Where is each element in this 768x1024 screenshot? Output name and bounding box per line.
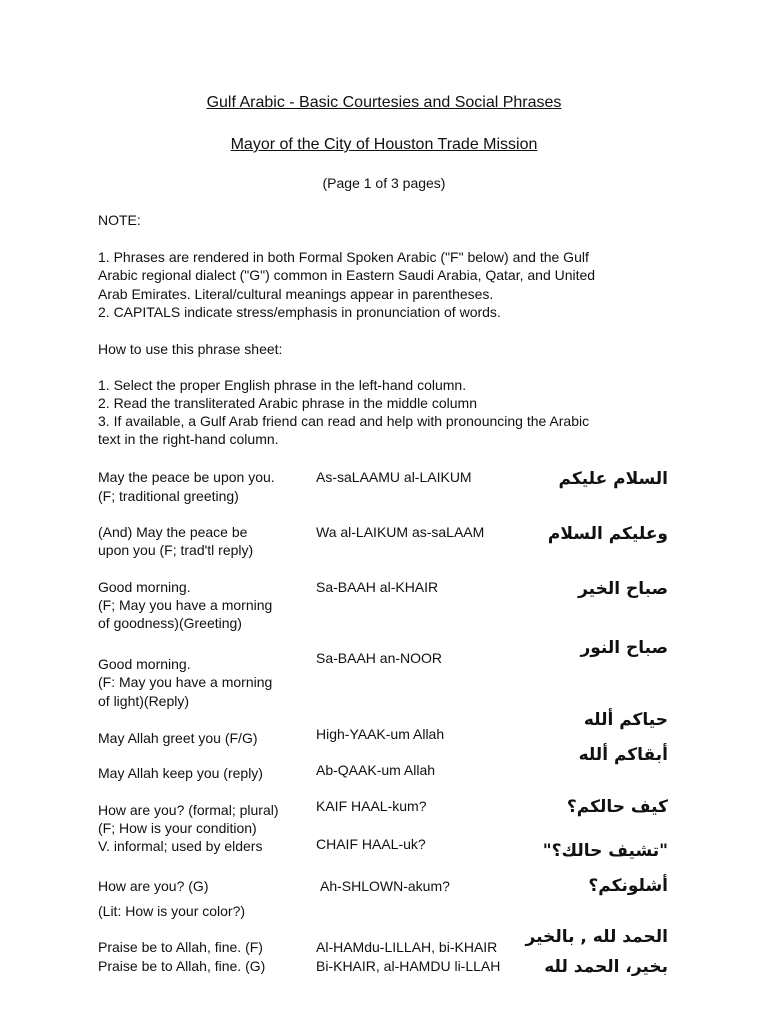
phrase-arabic: الحمد لله , بالخير bbox=[525, 927, 668, 947]
phrase-english: Praise be to Allah, fine. (F) bbox=[98, 939, 263, 955]
phrase-transliteration: Bi-KHAIR, al-HAMDU li-LLAH bbox=[316, 958, 501, 974]
phrase-english: of light)(Reply) bbox=[98, 693, 190, 709]
phrase-arabic: صباح النور bbox=[580, 638, 668, 658]
phrase-english: of goodness)(Greeting) bbox=[98, 615, 242, 631]
note-line: Arab Emirates. Literal/cultural meanings appear in parentheses. bbox=[98, 286, 494, 302]
note-heading: NOTE: bbox=[98, 212, 141, 228]
howto-line: 3. If available, a Gulf Arab friend can read and help with pronouncing the Arabic bbox=[98, 413, 590, 429]
document-subtitle: Mayor of the City of Houston Trade Mission bbox=[230, 136, 538, 153]
note-line: 1. Phrases are rendered in both Formal Spoken Arabic ("F" below) and the Gulf bbox=[98, 249, 589, 265]
phrase-arabic: وعليكم السلام bbox=[547, 524, 668, 544]
phrase-arabic: السلام عليكم bbox=[558, 469, 668, 489]
phrase-arabic: كيف حالكم؟ bbox=[566, 797, 668, 817]
phrase-english: Good morning. bbox=[98, 656, 191, 672]
howto-line: text in the right-hand column. bbox=[98, 431, 279, 447]
phrase-transliteration: Wa al-LAIKUM as-saLAAM bbox=[316, 524, 485, 540]
howto-line: 2. Read the transliterated Arabic phrase in the middle column bbox=[98, 395, 477, 411]
page-indicator: (Page 1 of 3 pages) bbox=[322, 175, 446, 191]
phrase-transliteration: Sa-BAAH an-NOOR bbox=[316, 650, 443, 666]
phrase-english: (And) May the peace be bbox=[98, 524, 248, 540]
phrase-arabic: أشلونكم؟ bbox=[588, 876, 668, 896]
phrase-english: upon you (F; trad'tl reply) bbox=[98, 542, 254, 558]
phrase-english: V. informal; used by elders bbox=[98, 838, 263, 854]
phrase-arabic: أبقاكم ألله bbox=[578, 745, 668, 765]
note-line: 2. CAPITALS indicate stress/emphasis in pronunciation of words. bbox=[98, 304, 501, 320]
phrase-transliteration: Sa-BAAH al-KHAIR bbox=[316, 579, 439, 595]
phrase-english: Praise be to Allah, fine. (G) bbox=[98, 958, 266, 974]
phrase-arabic: بخير، الحمد لله bbox=[544, 957, 668, 977]
phrase-english: How are you? (G) bbox=[98, 878, 209, 894]
phrase-arabic: "تشيف حالك؟" bbox=[542, 841, 668, 861]
phrase-english: (F: May you have a morning bbox=[98, 674, 273, 690]
phrase-transliteration: Al-HAMdu-LILLAH, bi-KHAIR bbox=[316, 939, 498, 955]
phrase-english: May Allah greet you (F/G) bbox=[98, 730, 258, 746]
phrase-transliteration: Ah-SHLOWN-akum? bbox=[320, 878, 450, 894]
note-line: Arabic regional dialect ("G") common in Eastern Saudi Arabia, Qatar, and United bbox=[98, 267, 596, 283]
phrase-transliteration: CHAIF HAAL-uk? bbox=[316, 836, 426, 852]
phrase-english: (Lit: How is your color?) bbox=[98, 903, 246, 919]
phrase-english: May the peace be upon you. bbox=[98, 469, 275, 485]
phrase-transliteration: High-YAAK-um Allah bbox=[316, 726, 445, 742]
howto-heading: How to use this phrase sheet: bbox=[98, 341, 283, 357]
document-title: Gulf Arabic - Basic Courtesies and Social Phrases bbox=[206, 94, 562, 111]
phrase-transliteration: As-saLAAMU al-LAIKUM bbox=[316, 469, 472, 485]
phrase-english: (F; traditional greeting) bbox=[98, 488, 239, 504]
phrase-english: May Allah keep you (reply) bbox=[98, 765, 263, 781]
phrase-arabic: صباح الخير bbox=[578, 579, 668, 599]
phrase-transliteration: Ab-QAAK-um Allah bbox=[316, 762, 436, 778]
phrase-arabic: حياكم ألله bbox=[583, 710, 668, 730]
phrase-english: Good morning. bbox=[98, 579, 191, 595]
phrase-english: How are you? (formal; plural) bbox=[98, 802, 279, 818]
phrase-transliteration: KAIF HAAL-kum? bbox=[316, 798, 427, 814]
howto-line: 1. Select the proper English phrase in the left-hand column. bbox=[98, 377, 467, 393]
phrase-english: (F; How is your condition) bbox=[98, 820, 257, 836]
phrase-english: (F; May you have a morning bbox=[98, 597, 273, 613]
